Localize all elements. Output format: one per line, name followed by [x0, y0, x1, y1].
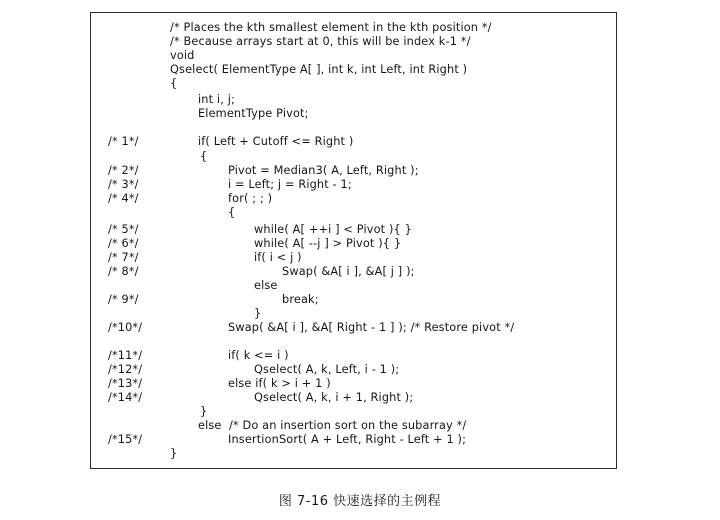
line-number: /* 2*/	[108, 164, 139, 177]
code-text: }	[200, 405, 208, 418]
code-line	[91, 192, 616, 206]
code-figure	[90, 12, 617, 469]
code-line	[91, 206, 616, 220]
code-line	[91, 150, 616, 164]
code-line	[91, 49, 616, 63]
code-text: while( A[ --j ] > Pivot ){ }	[254, 237, 402, 250]
code-text: while( A[ ++i ] < Pivot ){ }	[254, 223, 412, 236]
code-line	[91, 293, 616, 307]
line-number: /* 8*/	[108, 265, 139, 278]
code-text: int i, j;	[198, 93, 235, 106]
figure-caption: 图 7-16 快速选择的主例程	[278, 494, 442, 509]
line-number: /*10*/	[108, 321, 143, 334]
code-text: {	[228, 206, 236, 219]
code-text: i = Left; j = Right - 1;	[228, 178, 352, 191]
line-number: /*14*/	[108, 391, 143, 404]
line-number: /* 1*/	[108, 135, 139, 148]
line-number: /* 3*/	[108, 178, 139, 191]
code-line	[91, 433, 616, 447]
code-text: Qselect( A, k, Left, i - 1 );	[254, 363, 400, 376]
code-line	[91, 21, 616, 35]
code-text: if( Left + Cutoff <= Right )	[198, 135, 354, 148]
code-line	[91, 135, 616, 149]
code-text: Swap( &A[ i ], &A[ j ] );	[282, 265, 415, 278]
code-line	[91, 223, 616, 237]
line-number: /*15*/	[108, 433, 143, 446]
code-line	[91, 447, 616, 461]
code-line	[91, 107, 616, 121]
code-line	[91, 63, 616, 77]
code-text: else /* Do an insertion sort on the subarray */	[198, 419, 467, 432]
code-text: }	[254, 307, 262, 320]
code-text: }	[170, 447, 178, 460]
line-number: /* 5*/	[108, 223, 139, 236]
code-line	[91, 178, 616, 192]
code-text: else	[254, 279, 278, 292]
code-line	[91, 377, 616, 391]
line-number: /*12*/	[108, 363, 143, 376]
code-text: {	[200, 150, 208, 163]
code-line	[91, 405, 616, 419]
code-line	[91, 164, 616, 178]
code-text: Qselect( ElementType A[ ], int k, int Left, int Right )	[170, 63, 468, 76]
line-number: /* 4*/	[108, 192, 139, 205]
code-line	[91, 279, 616, 293]
code-text: for( ; ; )	[228, 192, 273, 205]
code-text: Pivot = Median3( A, Left, Right );	[228, 164, 419, 177]
code-line	[91, 251, 616, 265]
code-text: Swap( &A[ i ], &A[ Right - 1 ] ); /* Restore pivot */	[228, 321, 515, 334]
line-number: /*13*/	[108, 377, 143, 390]
code-text: /* Places the kth smallest element in the kth position */	[170, 21, 492, 34]
code-line	[91, 321, 616, 335]
code-line	[91, 363, 616, 377]
code-line	[91, 35, 616, 49]
code-text: else if( k > i + 1 )	[228, 377, 331, 390]
code-listing	[91, 13, 616, 468]
code-line	[91, 265, 616, 279]
code-line	[91, 391, 616, 405]
line-number: /* 6*/	[108, 237, 139, 250]
code-line	[91, 419, 616, 433]
code-text: if( i < j )	[254, 251, 302, 264]
code-line	[91, 237, 616, 251]
code-line	[91, 93, 616, 107]
code-text: if( k <= i )	[228, 349, 289, 362]
code-line	[91, 77, 616, 91]
code-line	[91, 307, 616, 321]
code-text: void	[170, 49, 195, 62]
code-text: ElementType Pivot;	[198, 107, 309, 120]
code-text: /* Because arrays start at 0, this will be index k-1 */	[170, 35, 471, 48]
line-number: /* 9*/	[108, 293, 139, 306]
code-text: break;	[282, 293, 319, 306]
line-number: /* 7*/	[108, 251, 139, 264]
line-number: /*11*/	[108, 349, 143, 362]
code-text: {	[170, 77, 178, 90]
code-text: InsertionSort( A + Left, Right - Left + 1 );	[228, 433, 467, 446]
code-line	[91, 349, 616, 363]
code-text: Qselect( A, k, i + 1, Right );	[254, 391, 414, 404]
